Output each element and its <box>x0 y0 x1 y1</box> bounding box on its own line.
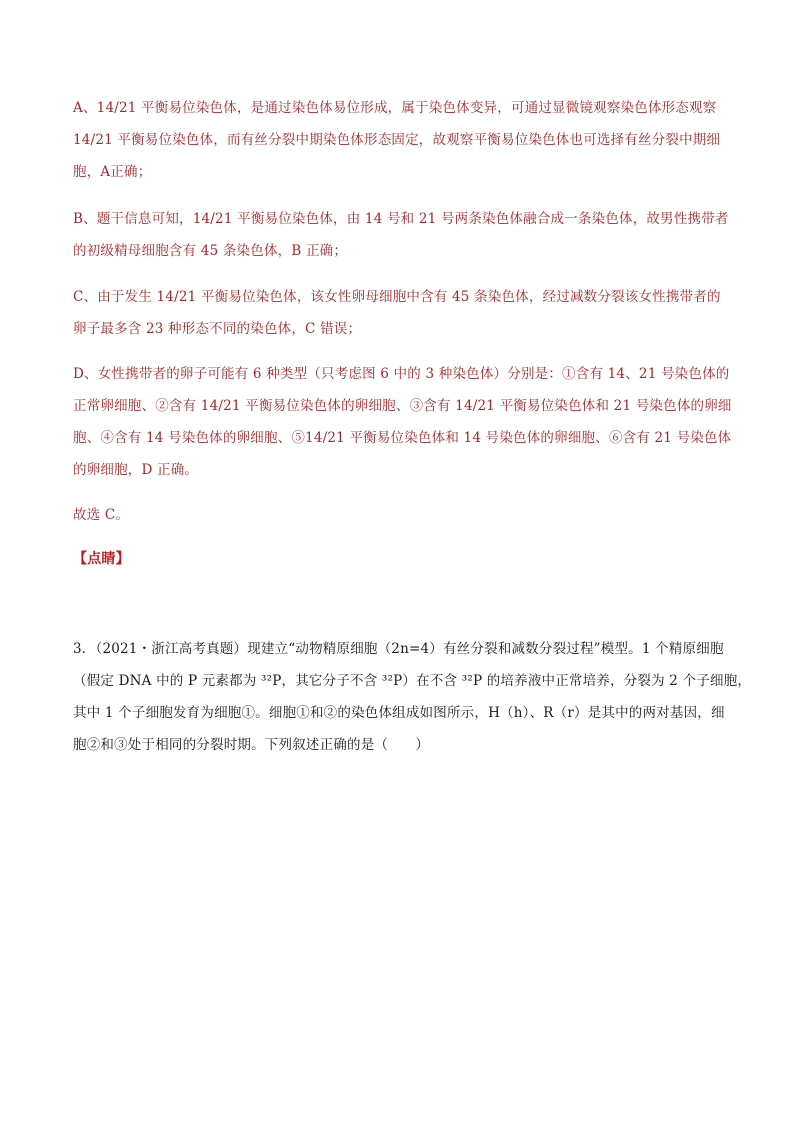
option-d-analysis <box>73 358 732 486</box>
answer-text: 故选 C。 <box>73 507 130 523</box>
text-line: A、14/21 平衡易位染色体，是通过染色体易位形成，属于染色体变异，可通过显微镜观察染色体形态观察 <box>73 100 717 116</box>
question-line: 其中 1 个子细胞发育为细胞①。细胞①和②的染色体组成如图所示，H（h）、R（r）是其中的两对基因，细 <box>73 705 725 721</box>
text-line: D、女性携带者的卵子可能有 6 种类型（只考虑图 6 中的 3 种染色体）分别是：①含有 14、21 号染色体的 <box>73 366 730 382</box>
comment-heading-text: 【点睛】 <box>73 551 130 567</box>
option-b-analysis <box>73 203 729 267</box>
text-line: 的初级精母细胞含有 45 条染色体，B 正确； <box>73 243 348 259</box>
text-line: 正常卵细胞、②含有 14/21 平衡易位染色体的卵细胞、③含有 14/21 平衡易位染色体和 21 号染色体的卵细 <box>73 398 732 414</box>
comment-heading <box>73 543 723 575</box>
question-3 <box>73 633 752 761</box>
text-line: 卵子最多含 23 种形态不同的染色体，C 错误； <box>73 321 362 337</box>
text-line: 14/21 平衡易位染色体，而有丝分裂中期染色体形态固定，故观察平衡易位染色体也可选择有丝分裂中期细 <box>73 132 721 148</box>
option-c-analysis <box>73 281 723 345</box>
question-line: 胞②和③处于相同的分裂时期。下列叙述正确的是（ ） <box>73 737 430 753</box>
question-line: （假定 DNA 中的 P 元素都为 ³²P，其它分子不含 ³²P）在不含 ³²P 的培养液中正常培养，分裂为 2 个子细胞， <box>73 673 752 689</box>
option-a-analysis <box>73 92 723 188</box>
text-line: 的卵细胞，D 正确。 <box>73 462 199 478</box>
text-line: B、题干信息可知，14/21 平衡易位染色体，由 14 号和 21 号两条染色体融合成一条染色体，故男性携带者 <box>73 211 729 227</box>
text-line: 胞，A正确； <box>73 164 152 180</box>
question-line: 3．（2021・浙江高考真题）现建立“动物精原细胞（2n=4）有丝分裂和减数分裂过程”模型。1 个精原细胞 <box>73 641 724 657</box>
text-line: C、由于发生 14/21 平衡易位染色体，该女性卵母细胞中含有 45 条染色体，经过减数分裂该女性携带者的 <box>73 289 721 305</box>
text-line: 胞、④含有 14 号染色体的卵细胞、⑤14/21 平衡易位染色体和 14 号染色体的卵细胞、⑥含有 21 号染色体 <box>73 430 732 446</box>
answer-line <box>73 499 723 531</box>
